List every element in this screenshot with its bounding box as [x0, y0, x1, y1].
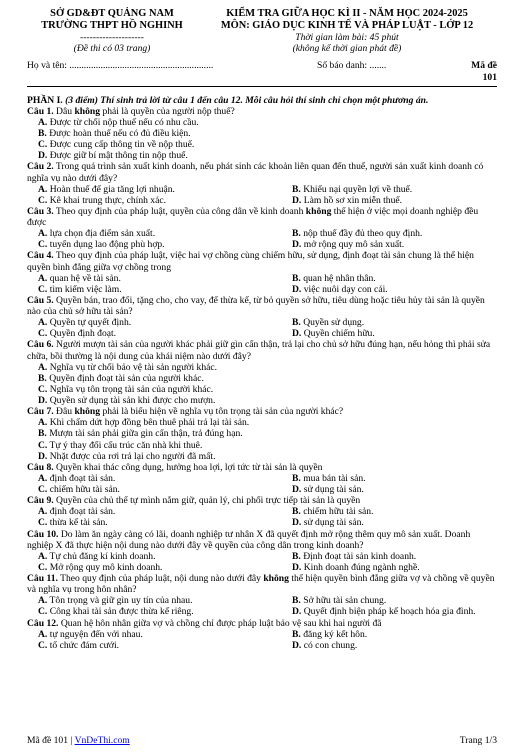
- answer-option[interactable]: [27, 473, 262, 484]
- answer-option[interactable]: [262, 595, 497, 606]
- question-number: Câu 5.: [27, 294, 54, 306]
- option-text: mua bán tài sản.: [300, 472, 366, 484]
- option-letter: B.: [38, 128, 47, 139]
- answer-option[interactable]: [27, 629, 262, 640]
- option-text: Được từ chối nộp thuế nếu có nhu cầu.: [47, 116, 199, 128]
- question-emphasis: không: [263, 573, 289, 584]
- candidate-name-field: Họ và tên: ............................................................: [27, 60, 214, 72]
- option-text: Được giữ bí mật thông tin nộp thuế.: [47, 150, 188, 162]
- answer-option[interactable]: [27, 595, 262, 606]
- answer-option[interactable]: [262, 562, 497, 573]
- option-text: quan hệ nhân thân.: [300, 272, 376, 284]
- option-text: Nghĩa vụ tôn trọng tài sản của người khác.: [47, 383, 214, 395]
- answer-option[interactable]: [27, 195, 262, 206]
- option-letter: A.: [38, 272, 48, 284]
- option-letter: B.: [292, 272, 301, 284]
- option-letter: A.: [38, 550, 48, 562]
- question-item: [27, 462, 497, 495]
- exam-header: [27, 8, 497, 54]
- option-text: Quyền tự quyết định.: [47, 317, 132, 329]
- option-row: [27, 640, 497, 651]
- option-row: [27, 606, 497, 617]
- option-row: [27, 517, 497, 528]
- option-text: Quyền sử dụng.: [300, 317, 365, 329]
- question-text: Quyền của chủ thể tự mình nắm giữ, quản lý, chi phối trực tiếp tài sản là quyền: [53, 495, 361, 507]
- option-letter: C.: [38, 517, 48, 529]
- option-letter: D.: [292, 194, 302, 206]
- option-letter: D.: [292, 484, 302, 495]
- question-text: Quyền khai thác công dụng, hưởng hoa lợi, lợi tức từ tài sản là quyền: [53, 461, 323, 473]
- answer-option[interactable]: [27, 228, 262, 239]
- question-item: [27, 206, 497, 251]
- option-letter: C.: [38, 194, 48, 206]
- answer-option[interactable]: [262, 284, 497, 295]
- subject-title: MÔN: GIÁO DỤC KINH TẾ VÀ PHÁP LUẬT - LỚP 12: [220, 20, 474, 32]
- question-number: Câu 12.: [27, 617, 59, 629]
- option-letter: B.: [38, 428, 47, 440]
- header-rule: [27, 86, 497, 87]
- question-stem: [27, 250, 497, 272]
- option-text: quan hệ về tài sản.: [47, 272, 121, 284]
- option-text: chiếm hữu tài sản.: [47, 484, 120, 495]
- option-letter: D.: [38, 395, 48, 406]
- part-description: (3 điểm) Thí sinh trả lời từ câu 1 đến câu 12. Mỗi câu hỏi thí sinh chỉ chọn một phương án.: [62, 94, 429, 106]
- answer-option[interactable]: [27, 640, 262, 651]
- answer-option[interactable]: [27, 440, 497, 451]
- option-letter: D.: [292, 328, 302, 340]
- option-text: Mở rộng quy mô kinh doanh.: [47, 561, 163, 573]
- answer-option[interactable]: [262, 473, 497, 484]
- candidate-number-field: Số báo danh: .......: [317, 60, 387, 72]
- question-text: Dâu: [53, 105, 75, 117]
- question-text: Người mượn tài sản của người khác phải giữ gìn cẩn thận, trả lại cho chủ sở hữu đúng hạn, nếu hỏng thì phải sửa chữa, bồi thường là nội dung của khái niệm nào dưới đây?: [27, 339, 491, 362]
- option-text: Tự chủ đăng kí kinh doanh.: [47, 550, 156, 562]
- option-letter: C.: [38, 328, 48, 340]
- question-item: [27, 250, 497, 295]
- time-limit: Thời gian làm bài: 45 phút: [295, 32, 399, 44]
- option-letter: C.: [38, 283, 48, 295]
- option-text: Tự ý thay đổi cấu trúc căn nhà khi thuê.: [47, 439, 203, 451]
- answer-option[interactable]: [27, 451, 497, 462]
- option-text: Quyền chiếm hữu.: [301, 328, 375, 340]
- answer-option[interactable]: [27, 139, 497, 150]
- option-letter: B.: [292, 228, 301, 240]
- answer-option[interactable]: [262, 606, 497, 617]
- answer-option[interactable]: [27, 128, 497, 139]
- question-item: [27, 295, 497, 340]
- question-text: Theo quy định của pháp luật, nội dung nào dưới đây: [57, 573, 264, 584]
- option-letter: B.: [292, 628, 301, 640]
- option-letter: C.: [38, 606, 48, 618]
- question-number: Câu 3.: [27, 205, 54, 217]
- option-text: Làm hồ sơ xin miễn thuế.: [301, 194, 403, 206]
- option-text: Nhặt được của rơi trả lại cho người đã mất.: [47, 450, 216, 462]
- option-letter: B.: [292, 550, 301, 562]
- option-letter: A.: [38, 628, 48, 640]
- question-text: Trong quá trình sản xuất kinh doanh, nếu phát sinh các khoản liên quan đến thuế, người sản xuất kinh doanh có nghĩa vụ nào dưới đây?: [27, 161, 484, 184]
- option-row: [27, 273, 497, 284]
- option-letter: D.: [292, 639, 302, 651]
- question-number: Câu 8.: [27, 461, 54, 473]
- option-letter: A.: [38, 183, 48, 195]
- question-stem: [27, 618, 497, 629]
- option-row: [27, 484, 497, 495]
- answer-option[interactable]: [262, 195, 497, 206]
- answer-option[interactable]: [27, 606, 262, 617]
- option-text: thừa kế tài sản.: [47, 517, 108, 529]
- option-text: định đoạt tài sản.: [47, 506, 116, 518]
- answer-option[interactable]: [27, 239, 262, 250]
- answer-option[interactable]: [262, 640, 497, 651]
- answer-option[interactable]: [27, 384, 497, 395]
- option-row: [27, 562, 497, 573]
- question-item: [27, 161, 497, 206]
- department-name: SỞ GD&ĐT QUẢNG NAM: [50, 8, 174, 19]
- question-number: Câu 11.: [27, 573, 58, 584]
- option-text: nộp thuế đầy đủ theo quy định.: [300, 228, 423, 240]
- answer-option[interactable]: [27, 373, 497, 384]
- answer-option[interactable]: [262, 484, 497, 495]
- answer-option[interactable]: [27, 506, 262, 517]
- question-emphasis: không: [74, 105, 101, 117]
- question-item: [27, 618, 497, 651]
- option-row: [27, 184, 497, 195]
- question-stem: [27, 406, 497, 417]
- question-number: Câu 6.: [27, 339, 54, 351]
- option-row: [27, 239, 497, 250]
- option-text: Quyền định đoạt tài sản của người khác.: [46, 372, 204, 384]
- option-letter: B.: [292, 595, 301, 607]
- question-text: Theo quy định của pháp luật, quyền của công dân về kinh doanh: [53, 205, 306, 217]
- option-letter: A.: [38, 228, 48, 240]
- option-text: Hoàn thuế để gia tăng lợi nhuận.: [47, 183, 175, 195]
- answer-option[interactable]: [262, 228, 497, 239]
- option-letter: C.: [38, 239, 48, 251]
- answer-option[interactable]: [27, 417, 497, 428]
- option-text: lựa chọn địa điểm sản xuất.: [47, 228, 156, 240]
- option-row: [27, 284, 497, 295]
- answer-option[interactable]: [262, 629, 497, 640]
- option-text: tự nguyện đến với nhau.: [47, 628, 143, 640]
- separator-dashes: --------------------: [80, 32, 144, 44]
- question-stem: [27, 495, 497, 506]
- answer-option[interactable]: [27, 328, 262, 339]
- question-text: Do làm ăn ngày càng có lãi, doanh nghiệp tư nhân X đã quyết định mở rộng thêm quy mô sản xuất. Doanh nghiệp X đã thực hiện nội dung nào dưới đây về quyền của công dân trong kinh doanh?: [27, 528, 471, 551]
- option-text: sử dụng tài sản.: [301, 484, 364, 495]
- option-text: mở rộng quy mô sản xuất.: [301, 239, 405, 251]
- option-letter: B.: [292, 183, 301, 195]
- school-name: TRƯỜNG THPT HỒ NGHINH: [41, 20, 183, 32]
- option-text: sử dụng tài sản.: [301, 517, 364, 529]
- option-text: Nghĩa vụ từ chối bảo vệ tài sản người khác.: [47, 361, 218, 373]
- page-number: Trang 1/3: [459, 735, 497, 746]
- option-letter: C.: [38, 139, 48, 151]
- answer-option[interactable]: [262, 506, 497, 517]
- candidate-info-line: [27, 60, 497, 82]
- question-text-end: phải là biểu hiện về nghĩa vụ tôn trọng tài sản của người khác?: [100, 406, 344, 418]
- question-number: Câu 2.: [27, 161, 54, 173]
- option-text: Kê khai trung thực, chính xác.: [47, 194, 167, 206]
- option-letter: D.: [292, 561, 302, 573]
- answer-option[interactable]: [27, 395, 497, 406]
- option-letter: B.: [38, 372, 47, 384]
- option-text: Công khai tài sản được thừa kế riêng.: [47, 606, 194, 618]
- option-text: Được cung cấp thông tin về nộp thuế.: [47, 139, 195, 151]
- option-row: [27, 228, 497, 239]
- option-text: định đoạt tài sản.: [47, 472, 116, 484]
- option-text: Định đoạt tài sản kinh doanh.: [300, 550, 417, 562]
- footer-left: [27, 735, 130, 746]
- option-letter: C.: [38, 639, 48, 651]
- question-number: Câu 4.: [27, 250, 54, 262]
- option-letter: D.: [292, 606, 302, 618]
- answer-option[interactable]: [27, 551, 262, 562]
- option-letter: B.: [292, 506, 301, 518]
- option-text: Tôn trọng và giữ gìn uy tín của nhau.: [47, 595, 193, 607]
- option-letter: A.: [38, 417, 48, 429]
- option-letter: A.: [38, 595, 48, 607]
- answer-option[interactable]: [262, 328, 497, 339]
- question-number: Câu 9.: [27, 495, 54, 507]
- option-text: chiếm hữu tài sản.: [300, 506, 374, 518]
- exam-page: [27, 8, 497, 651]
- option-text: đăng ký kết hôn.: [300, 628, 368, 640]
- option-letter: A.: [38, 506, 48, 518]
- answer-option[interactable]: [27, 517, 262, 528]
- option-letter: D.: [38, 150, 48, 162]
- question-item: [27, 339, 497, 406]
- answer-option[interactable]: [262, 239, 497, 250]
- option-text: Khi chấm dứt hợp đồng bên thuê phải trả lại tài sản.: [47, 417, 250, 429]
- answer-option[interactable]: [27, 484, 262, 495]
- option-letter: D.: [292, 239, 302, 251]
- option-row: [27, 195, 497, 206]
- question-stem: [27, 206, 497, 228]
- option-letter: D.: [292, 283, 302, 295]
- question-item: [27, 529, 497, 574]
- question-stem: [27, 339, 497, 361]
- option-text: có con chung.: [301, 639, 358, 651]
- option-row: [27, 551, 497, 562]
- footer-code: Mã đề 101 |: [27, 735, 75, 746]
- option-letter: A.: [38, 317, 48, 329]
- question-emphasis: không: [74, 406, 101, 418]
- school-block: [27, 8, 197, 54]
- option-text: Quyền định đoạt.: [47, 328, 117, 340]
- option-letter: D.: [38, 450, 48, 462]
- answer-option[interactable]: [27, 150, 497, 161]
- answer-option[interactable]: [27, 317, 262, 328]
- question-text-end: thể hiện ở việc mọi doanh nghiệp đều được: [27, 205, 479, 228]
- question-text: Đâu: [53, 406, 75, 418]
- answer-option[interactable]: [27, 184, 262, 195]
- option-text: tổ chức đám cưới.: [47, 639, 120, 651]
- question-stem: [27, 106, 497, 117]
- answer-option[interactable]: [262, 317, 497, 328]
- question-item: [27, 495, 497, 528]
- option-row: [27, 506, 497, 517]
- question-text-end: thể hiện quyền bình đẳng giữa vợ và chồng về quyền và nghĩa vụ trong hôn nhân?: [27, 573, 495, 596]
- question-text: Theo quy định của pháp luật, việc hai vợ chồng cùng chiếm hữu, sử dụng, định đoạt tài sản chung là thể hiện quyền bình đẳng giữa vợ chồng trong: [27, 250, 474, 273]
- question-number: Câu 10.: [27, 528, 59, 540]
- pages-note: (Đề thi có 03 trang): [73, 43, 151, 55]
- exam-code: Mã đề 101: [471, 60, 497, 83]
- question-item: [27, 573, 497, 618]
- answer-option[interactable]: [262, 517, 497, 528]
- part-heading: [27, 95, 497, 106]
- option-row: [27, 629, 497, 640]
- answer-option[interactable]: [262, 273, 497, 284]
- question-text: Quyền bán, trao đổi, tặng cho, cho vay, để thừa kế, từ bỏ quyền sở hữu, tiêu dùng hoặc tiêu hủy tài sản là quyền nào của chủ sở hữu tài sản?: [27, 294, 485, 317]
- answer-option[interactable]: [27, 362, 497, 373]
- question-stem: [27, 161, 497, 183]
- option-row: [27, 317, 497, 328]
- question-list: [27, 106, 497, 651]
- option-row: [27, 595, 497, 606]
- question-item: [27, 106, 497, 162]
- option-letter: B.: [292, 472, 301, 484]
- option-letter: B.: [292, 317, 301, 329]
- option-letter: A.: [38, 472, 48, 484]
- question-stem: [27, 295, 497, 317]
- question-text-end: phải là quyền của người nộp thuế?: [100, 105, 235, 117]
- option-row: [27, 328, 497, 339]
- answer-option[interactable]: [27, 562, 262, 573]
- question-number: Câu 1.: [27, 105, 54, 117]
- option-text: Khiếu nại quyền lợi về thuế.: [300, 183, 413, 195]
- question-stem: [27, 462, 497, 473]
- page-footer: [27, 735, 497, 746]
- question-item: [27, 406, 497, 462]
- answer-option[interactable]: [262, 184, 497, 195]
- answer-option[interactable]: [262, 551, 497, 562]
- time-note: (không kể thời gian phát đề): [292, 43, 402, 55]
- option-letter: A.: [38, 361, 48, 373]
- question-text: Quan hệ hôn nhân giữa vợ và chồng chỉ được pháp luật bảo vệ sau khi hai người đã: [58, 617, 382, 629]
- question-number: Câu 7.: [27, 406, 54, 418]
- answer-option[interactable]: [27, 273, 262, 284]
- part-title: PHẦN I.: [27, 94, 63, 106]
- option-text: tìm kiếm việc làm.: [47, 283, 122, 295]
- option-text: Quyền sử dụng tài sản khi được cho mượn.: [47, 395, 216, 406]
- site-link[interactable]: VnDeThi.com: [74, 735, 130, 746]
- option-text: Kinh doanh đúng ngành nghề.: [301, 561, 420, 573]
- question-emphasis: không: [305, 205, 332, 217]
- option-text: Mượn tài sản phải giữa gìn cẩn thận, trả đúng hạn.: [46, 428, 243, 440]
- option-text: Được hoàn thuế nếu có đủ điều kiện.: [46, 128, 191, 139]
- option-text: Quyết định biện pháp kế hoạch hóa gia đình.: [301, 606, 476, 618]
- question-stem: [27, 573, 497, 595]
- option-letter: C.: [38, 439, 48, 451]
- answer-option[interactable]: [27, 284, 262, 295]
- question-stem: [27, 529, 497, 551]
- exam-title: KIỂM TRA GIỮA HỌC KÌ II - NĂM HỌC 2024-2025: [226, 8, 468, 19]
- option-letter: C.: [38, 383, 48, 395]
- option-letter: C.: [38, 484, 48, 495]
- option-letter: C.: [38, 561, 48, 573]
- option-row: [27, 473, 497, 484]
- exam-title-block: [197, 8, 497, 54]
- answer-option[interactable]: [27, 117, 497, 128]
- answer-option[interactable]: [27, 428, 497, 439]
- option-text: tuyển dụng lao động phù hợp.: [47, 239, 165, 251]
- option-letter: D.: [292, 517, 302, 529]
- option-letter: A.: [38, 116, 48, 128]
- option-text: việc nuôi dạy con cái.: [301, 283, 388, 295]
- option-text: Sở hữu tài sản chung.: [300, 595, 387, 607]
